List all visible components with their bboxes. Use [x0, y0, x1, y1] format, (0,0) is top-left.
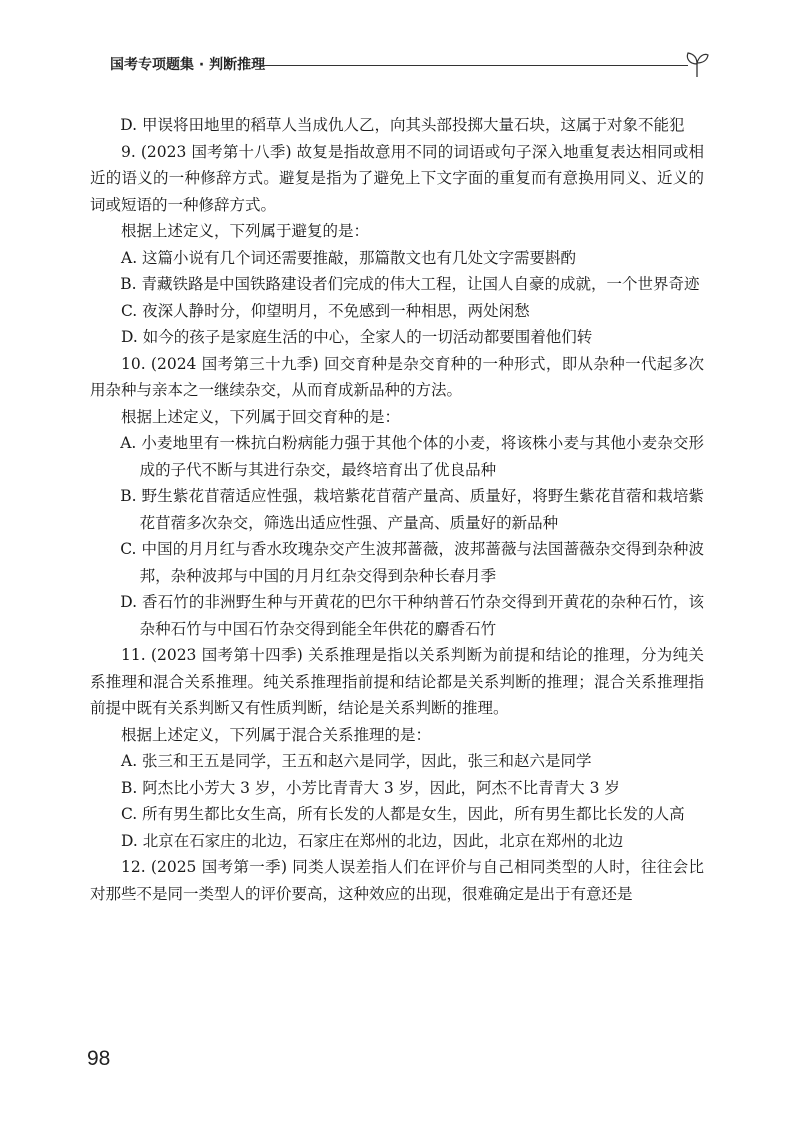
page-number: 98 — [87, 1047, 111, 1070]
body-paragraph: 12. (2025 国考第一季) 同类人误差指人们在评价与自己相同类型的人时，往往会比对那些不是同一类型人的评价要高，这种效应的出现，很难确定是出于有意还是 — [90, 858, 704, 903]
answer-option: B. 阿杰比小芳大 3 岁，小芳比青青大 3 岁，因此，阿杰不比青青大 3 岁 — [121, 778, 620, 797]
answer-option: D. 甲误将田地里的稻草人当成仇人乙，向其头部投掷大量石块，这属于对象不能犯 — [120, 116, 685, 134]
body-paragraph: 9. (2023 国考第十八季) 故复是指故意用不同的词语或句子深入地重复表达相同或相近的语义的一种修辞方式。避复是指为了避免上下文字面的重复而有意换用同义、近义的词或短语的一种修辞方式。 — [90, 142, 704, 214]
answer-option: A. 小麦地里有一株抗白粉病能力强于其他个体的小麦，将该株小麦与其他小麦杂交形成的子代不断与其进行杂交，最终培育出了优良品种 — [120, 434, 704, 479]
answer-option: C. 中国的月月红与香水玫瑰杂交产生波邦蔷薇，波邦蔷薇与法国蔷薇杂交得到杂种波邦，杂种波邦与中国的月月红杂交得到杂种长春月季 — [120, 540, 704, 585]
answer-option: D. 北京在石家庄的北边，石家庄在郑州的北边，因此，北京在郑州的北边 — [121, 831, 624, 850]
body-paragraph: 10. (2024 国考第三十九季) 回交育种是杂交育种的一种形式，即从杂种一代起多次用杂种与亲本之一继续杂交，从而育成新品种的方法。 — [90, 354, 704, 399]
body-paragraph: 根据上述定义，下列属于混合关系推理的是： — [121, 725, 432, 744]
running-header — [110, 50, 710, 80]
page-body — [90, 112, 704, 907]
answer-option: A. 张三和王五是同学，王五和赵六是同学，因此，张三和赵六是同学 — [121, 752, 592, 770]
answer-option: D. 香石竹的非洲野生种与开黄花的巴尔干种纳普石竹杂交得到开黄花的杂种石竹，该杂种石竹与中国石竹杂交得到能全年供花的麝香石竹 — [120, 593, 704, 638]
answer-option: C. 夜深人静时分，仰望明月，不免感到一种相思，两处闲愁 — [121, 301, 530, 320]
sprout-icon — [684, 50, 710, 78]
answer-option: B. 野生紫花苜蓿适应性强，栽培紫花苜蓿产量高、质量好，将野生紫花苜蓿和栽培紫花苜蓿多次杂交，筛选出适应性强、产量高、质量好的新品种 — [120, 487, 704, 532]
body-paragraph: 根据上述定义，下列属于回交育种的是： — [121, 407, 401, 426]
running-header-title: 国考专项题集 · 判断推理 — [110, 57, 266, 73]
answer-option: D. 如今的孩子是家庭生活的中心，全家人的一切活动都要围着他们转 — [121, 328, 593, 346]
answer-option: C. 所有男生都比女生高，所有长发的人都是女生，因此，所有男生都比长发的人高 — [121, 805, 685, 823]
answer-option: B. 青藏铁路是中国铁路建设者们完成的伟大工程，让国人自豪的成就，一个世界奇迹 — [120, 275, 700, 293]
body-paragraph: 根据上述定义，下列属于避复的是： — [121, 222, 370, 240]
header-rule — [260, 65, 688, 66]
answer-option: A. 这篇小说有几个词还需要推敲，那篇散文也有几处文字需要斟酌 — [121, 248, 577, 267]
body-paragraph: 11. (2023 国考第十四季) 关系推理是指以关系判断为前提和结论的推理，分为纯关系推理和混合关系推理。纯关系推理指前提和结论都是关系判断的推理；混合关系推理指前提中既有关系判断又有性质判断，结论是关系判断的推理。 — [90, 646, 704, 717]
